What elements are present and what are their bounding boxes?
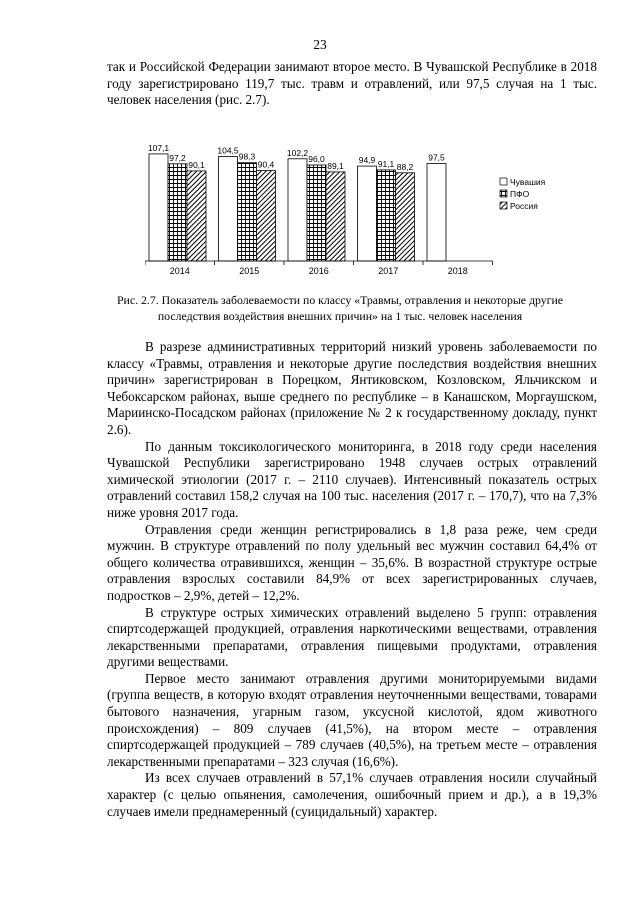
x-tick-label-2014: 2014 — [169, 266, 190, 276]
data-label-2016-1: 96,0 — [308, 154, 325, 164]
legend-swatch-1 — [500, 190, 507, 197]
bar-2015-1 — [238, 163, 257, 261]
legend-label-0: Чувашия — [510, 177, 546, 187]
bar-2016-2 — [326, 172, 345, 261]
data-label-2014-2: 90,1 — [188, 159, 205, 170]
data-label-2017-1: 91,1 — [377, 158, 395, 169]
bar-2014-2 — [187, 171, 206, 261]
bar-2014-1 — [168, 164, 187, 261]
data-label-2016-0: 102,2 — [286, 147, 309, 158]
data-label-2016-2: 89,1 — [327, 160, 344, 171]
bar-2016-1 — [307, 165, 326, 261]
data-label-2014-1: 97,2 — [169, 152, 186, 163]
bar-2017-0 — [358, 166, 377, 261]
bar-2015-0 — [219, 157, 238, 262]
intro-paragraph: так и Российской Федерации занимают второе место. В Чувашской Республике в 2018 году зарегистрировано 119,7 тыс. травм и отравлений, или 97,5 случая на 1 тыс. человек населения (рис. 2.7). — [107, 59, 597, 108]
chart-svg — [145, 143, 565, 283]
data-label-2017-0: 94,9 — [358, 155, 376, 166]
data-label-2015-2: 90,4 — [257, 159, 275, 170]
data-label-2017-2: 88,2 — [396, 161, 414, 172]
intro-text — [107, 59, 597, 109]
data-label-2015-0: 104,5 — [217, 145, 239, 156]
page-number: 23 — [313, 37, 327, 52]
legend-swatch-0 — [500, 178, 507, 185]
data-label-2018-0: 97,5 — [428, 152, 445, 163]
paragraph-groups: В структуре острых химических отравлений выделено 5 групп: отравления спиртсодержащей продукцией, отравления наркотическими веществами, отравления лекарственными препаратами, отравления пищевыми продуктами, отравления другими веществами. — [107, 604, 597, 670]
bar-2017-2 — [396, 173, 415, 261]
paragraph-ranking: Первое место занимают отравления другими мониторируемыми видами (группа веществ, в которую входят отравления неуточненными веществами, товарами бытового назначения, угарным газом, уксусной кислотой, ядом животного происхождения) – 809 случаев (41,5%), на втором месте – отравления спиртсодержащей продукцией – 789 случаев (40,5%), на третьем месте – отравления лекарственными препаратами – 323 случая (16,6%). — [107, 670, 597, 769]
x-tick-label-2015: 2015 — [239, 266, 260, 276]
bar-2017-1 — [377, 170, 396, 261]
paragraph-gender: Отравления среди женщин регистрировались в 1,8 раза реже, чем среди мужчин. В структуре отравлений по полу удельный вес мужчин составил 64,4% от общего количества отравившихся, женщин – 35,6%. В возрастной структуре острые отравления взрослых составили 84,9% от всех зарегистрированных случаев, подростков – 2,9%, детей – 12,2%. — [107, 521, 597, 603]
bar-2016-0 — [288, 159, 307, 261]
data-label-2015-1: 98,3 — [238, 151, 256, 162]
paragraph-territories: В разрезе административных территорий низкий уровень заболеваемости по классу «Травмы, отравления и некоторые другие последствия воздействия внешних причин» зарегистрирован в Порецком, Янтиковском, Козловском, Яльчикском и Чебоксарском районах, выше среднего по республике – в Канашском, Моргаушском, Мариинско-Посадском районах (приложение № 2 к государственному докладу, пункт 2.6). — [107, 339, 597, 437]
figure-caption: Рис. 2.7. Показатель заболеваемости по классу «Травмы, отравления и некоторые другие последствия воздействия внешних причин» на 1 тыс. человек населения — [117, 293, 563, 323]
paragraph-intent: Из всех случаев отравлений в 57,1% случаев отравления носили случайный характер (с целью опьянения, самолечения, ошибочный прием и др.), а в 19,3% случаев имели преднамеренный (суицидальный) характер. — [107, 770, 597, 819]
x-tick-label-2017: 2017 — [378, 266, 399, 276]
x-tick-label-2018: 2018 — [447, 266, 468, 276]
bar-2014-0 — [149, 154, 168, 261]
legend-label-2: Россия — [510, 201, 538, 211]
bar-2018-0 — [427, 164, 446, 262]
x-tick-label-2016: 2016 — [308, 266, 329, 276]
legend-swatch-2 — [500, 202, 507, 209]
paragraph-toxicology: По данным токсикологического мониторинга, в 2018 году среди населения Чувашской Республики зарегистрировано 1948 случаев острых отравлений химической этиологии (2017 г. – 2110 случаев). Интенсивный показатель острых отравлений составил 158,2 случая на 100 тыс. населения (2017 г. – 170,7), что на 7,3% ниже уровня 2017 года. — [107, 438, 597, 520]
legend-label-1: ПФО — [510, 189, 530, 199]
bar-2015-2 — [257, 171, 276, 261]
incidence-bar-chart — [145, 143, 565, 283]
body-text — [107, 339, 597, 820]
data-label-2014-0: 107,1 — [147, 143, 170, 153]
